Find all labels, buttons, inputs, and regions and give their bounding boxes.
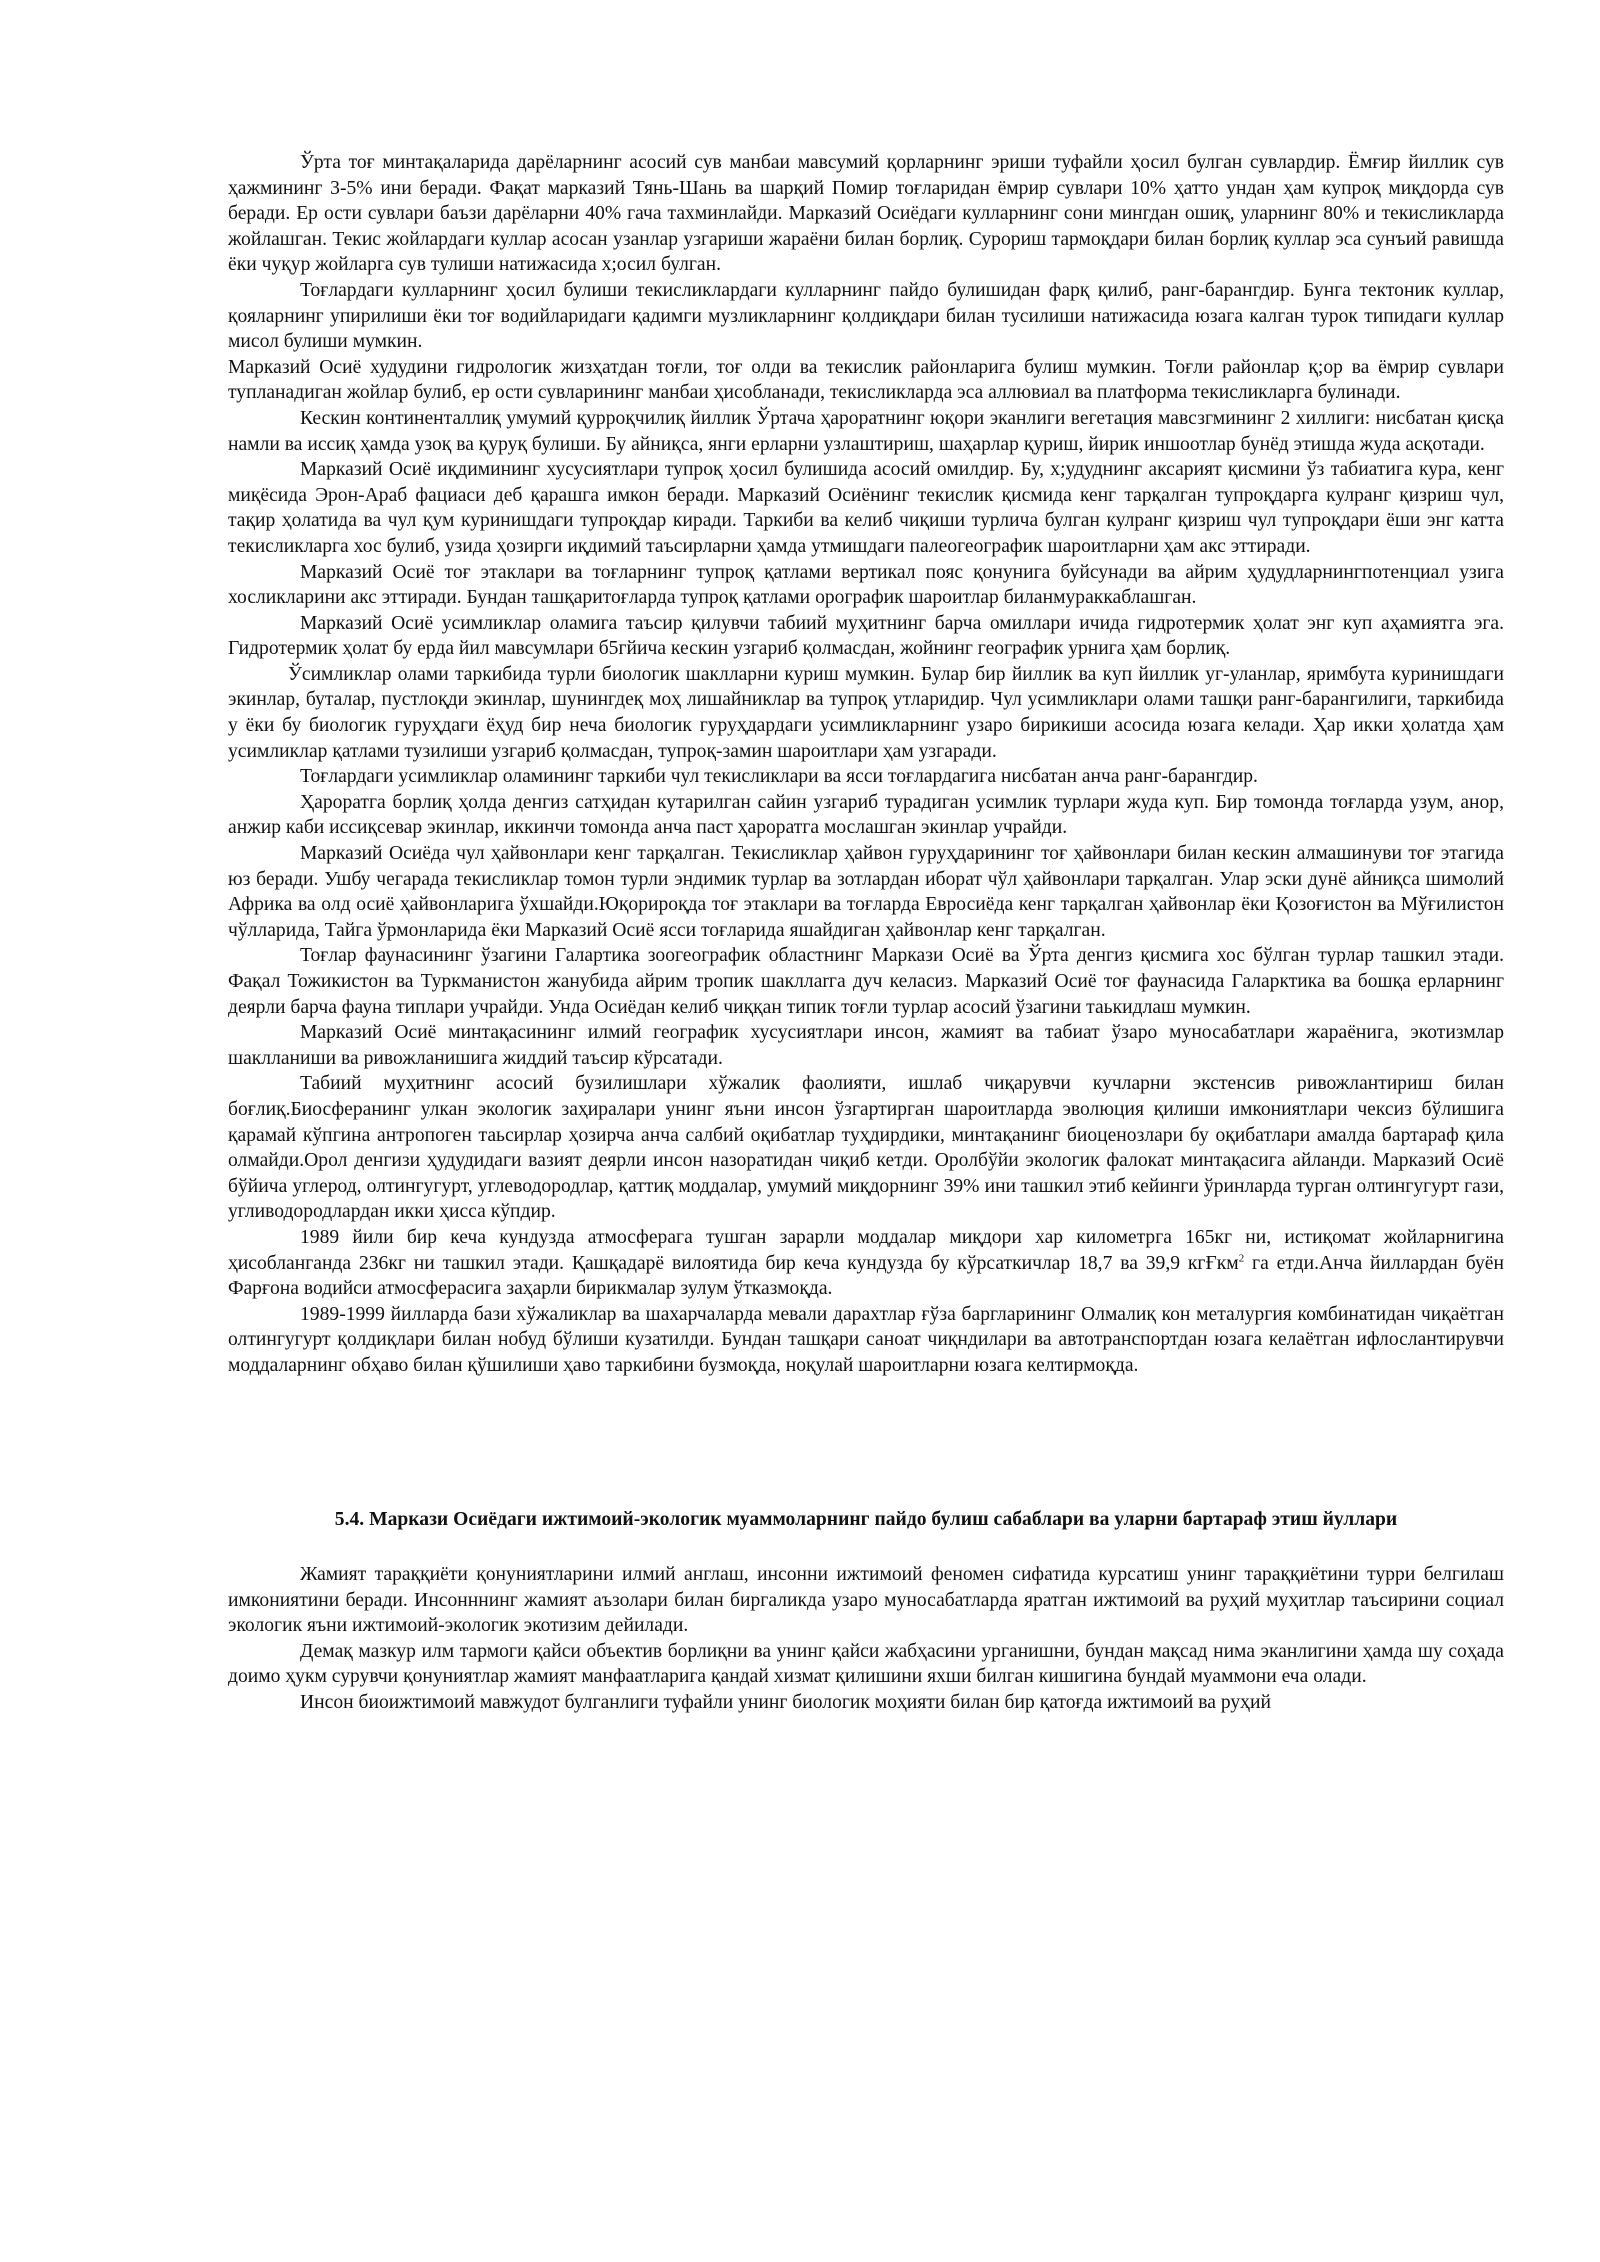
paragraph-10: Ҳароратга борлиқ ҳолда денгиз сатҳидан кутарилган сайин узгариб турадиган усимлик турлари жуда куп. Бир томонда тоғларда узум, анор, анжир каби иссиқсевар экинлар, иккинчи томонда анча паст ҳароратга мослашган экинлар учрайди. <box>228 791 1504 839</box>
paragraph-9: Тоғлардаги усимликлар оламининг таркиби чул текисликлари ва ясси тоғлардагига нисбатан анча ранг-барангдир. <box>300 766 1258 788</box>
paragraph-15 <box>228 1225 1504 1302</box>
document-page <box>228 150 1504 1716</box>
section-paragraph-3: Инсон биоижтимоий мавжудот булганлиги туфайли унинг биологик моҳияти билан бир қатоғда ижтимоий ва руҳий <box>300 1692 1271 1714</box>
paragraph-4: Кескин континенталлиқ умумий қурроқчилиқ йиллик Ўртача ҳароратнинг юқори эканлиги вегетация мавсзгмининг 2 хиллиги: нисбатан қисқа намли ва иссиқ ҳамда узоқ ва қуруқ булиши. Бу айниқса, янги ерларни узлаштириш, шаҳарлар қуриш, йирик иншоотлар бунёд этишда жуда асқотади. <box>228 407 1504 455</box>
paragraph-13: Марказий Осиё минтақасининг илмий географик хусусиятлари инсон, жамият ва табиат ўзаро муносабатлари жараёнига, экотизмлар шаклланиши ва ривожланишига жиддий таъсир кўрсатади. <box>228 1022 1504 1069</box>
page-spacer <box>228 1379 1504 1507</box>
section-heading: 5.4. Маркази Осиёдаги ижтимоий-экологик муаммоларнинг пайдо булиш сабаблари ва уларни бартараф этиш йуллари <box>334 1508 1398 1530</box>
paragraph-12: Тоғлар фаунасининг ўзагини Галартика зоогеографик областнинг Маркази Осиё ва Ўрта денгиз қисмига хос бўлган турлар ташкил этади. Фақал Тожикистон ва Туркманистон жанубида айрим тропик шакллarга дуч келасиз. Марказий Осиё тоғ фаунасида Галарктика ва бошқа ерларнинг деярли барча фауна типлари учрайди. Унда Осиёдан келиб чиққан типик тоғли турлар асосий ўзагини таькидлаш мумкин. <box>228 945 1504 1018</box>
superscript: 2 <box>1238 1252 1245 1264</box>
paragraph-7: Марказий Осиё усимликлар оламига таъсир қилувчи табиий муҳитнинг барча омиллари ичида гидротермик ҳолат энг куп аҳамиятга эга. Гидротермик ҳолат бу ерда йил мавсумлари б5гйича кескин узгариб қолмасдан, жойнинг географик урнига ҳам борлиқ. <box>228 612 1504 660</box>
paragraph-14: Табиий муҳитнинг асосий бузилишлари хўжалик фаолияти, ишлаб чиқарувчи кучларни экстенсив ривожлантириш билан боғлиқ.Биосферанинг улкан экологик заҳиралари унинг яъни инсон ўзгартирган шароитларда эволюция қилиши имкониятлари чексиз бўлишига қарамай кўпгина антропоген таьсирлар ҳозирча анча салбий оқибатлар туҳдирдики, минтақанинг биоценозлари бу оқибатлари амалда бартараф қила олмайди.Орол денгизи ҳудудидаги вазият деярли инсон назоратидан чиқиб кетди. Оролбўйи экологик фалокат минтақасига айланди. Марказий Осиё бўйича углерод, олтингугурт, углеводородлар, қаттиқ моддалар, умумий миқдорнинг 39% ини ташкил этиб кейинги ўринларда турган олтингугурт гази, угливодородлардан икки ҳисса кўпдир. <box>228 1073 1504 1223</box>
paragraph-8: Ўсимликлар олами таркибида турли биологик шаклларни куриш мумкин. Булар бир йиллик ва куп йиллик уг-уланлар, яримбута куринишдаги экинлар, буталар, пустлоқди экинлар, шунингдеқ моҳ лишайниклар ва тупроқ утларидир. Чул усимликлари олами ташқи ранг-барангилиги, таркибида у ёки бу биологик гуруҳдаги ёҳуд бир неча биологик гуруҳдардаги усимликларнинг узаро бирикиши асосида юзага келади. Ҳар икки ҳолатда ҳам усимликлар қатлами тузилиши узгариб қолмасдан, тупроқ-замин шароитлари ҳам узгаради. <box>228 663 1504 762</box>
paragraph-15-tail: га етди.Анча йиллардан буён Фарғона водийси атмосферасига заҳарли бирикмалар зулум ўтказмоқда. <box>228 1252 1504 1300</box>
paragraph-15-text: 1989 йили бир кеча кундузда атмосферага тушган зарарли моддалар миқдори хар километрга 165кг ни, истиқомат жойларнигина ҳисобланганда 236кг ни ташкил этади. Қашқадарё вилоятида бир кеча кундузда бу кўрсаткичлар 18,7 ва 39,9 кгҒкм <box>228 1226 1504 1274</box>
paragraph-11: Марказий Осиёда чул ҳайвонлари кенг тарқалган. Текисликлар ҳайвон гуруҳдарининг тоғ ҳайвонлари билан кескин алмашинуви тоғ этагида юз беради. Ушбу чегарада текисликлар томон турли эндимик турлар ва зотлардан иборат чўл ҳайвонлари тарқалган. Улар эски дунё айниқса шимолий Африка ва олд осиё ҳайвонларига ўхшайди.Юқорироқда тоғ этаклари ва тоғларда Евросиёда кенг тарқалган ҳайвонлар ёки Қозоғистон ва Мўғилистон чўлларида, Тайга ўрмонларида ёки Марказий Осиё ясси тоғларида яшайдиган ҳайвонлар кенг тарқалган. <box>228 843 1504 941</box>
paragraph-5: Марказий Осиё иқдимининг хусусиятлари тупроқ ҳосил булишида асосий омилдир. Бу, х;удуднинг аксарият қисмини ўз табиатига кура, кенг миқёсида Эрон-Араб фациаси деб қарашга имкон беради. Марказий Осиёнинг текислик қисмида кенг тарқалган тупроқдарга кулранг қизриш чул, тақир ҳолатида ва чул қум куринишдаги тупроқдар киради. Таркиби ва келиб чиқиши турлича булган кулранг қизриш чул тупроқдари ёши энг катта текисликларга хос булиб, узида ҳозирги иқдимий таъсирларни ҳамда утмишдаги палеогеографик шароитларни ҳам акс эттиради. <box>228 459 1504 557</box>
paragraph-2: Тоғлардаги кулларнинг ҳосил булиши текисликлардаги кулларнинг пайдо булишидан фарқ қилиб, ранг-барангдир. Бунга тектоник куллар, қояларнинг упирилиши ёки тоғ водийларидаги қадимги музликларнинг қолдиқдари билан тусилиши натижасида юзага калган турок типидаги куллар мисол булиши мумкин. <box>228 279 1504 353</box>
section-paragraph-2: Демақ мазкур илм тармоги қайси объектив борлиқни ва унинг қайси жабҳасини урганишни, бундан мақсад нима эканлигини ҳамда шу соҳада доимо ҳукм сурувчи қонуниятлар жамият манфаатларига қандай хизмат қилишини яхши билган кишигина бундай муаммони еча олади. <box>228 1640 1504 1688</box>
paragraph-6: Марказий Осиё тоғ этаклари ва тоғларнинг тупроқ қатлами вертикал пояс қонунига буйсунади ва айрим ҳудудларнингпотенциал узига хосликларини акс эттиради. Бундан ташқаритоғларда тупроқ қатлами орографик шароитлар биланмураккаблашган. <box>228 561 1504 609</box>
paragraph-3: Марказий Осиё худудини гидрологик жизҳатдан тоғли, тоғ олди ва текислик районларига булиш мумкин. Тоғли районлар қ;ор ва ёмрир сувлари тупланадиган жойлар булиб, ер ости сувларининг манбаи ҳисобланади, текисликларда эса аллювиал ва платформа текисликларга булинади. <box>228 356 1504 404</box>
paragraph-1: Ўрта тоғ минтақаларида дарёларнинг асосий сув манбаи мавсумий қорларнинг эриши туфайли ҳосил булган сувлардир. Ёмғир йиллик сув ҳажмининг 3-5% ини беради. Фақат марказий Тянь-Шань ва шарқий Помир тоғларидан ёмрир сувлари 10% ҳатто ундан ҳам купроқ миқдорда сув беради. Ер ости сувлари баъзи дарёларни 40% гача тахминлайди. Марказий Осиёдаги кулларнинг сони мингдан ошиқ, уларнинг 80% и текисликларда жойлашган. Текис жойлардаги куллар асосан узанлар узгариши жараёни билан борлиқ. Сурориш тармоқдари билан борлиқ куллар эса сунъий равишда ёки чуқур жойларга сув тулиши натижасида х;осил булган. <box>228 152 1504 276</box>
section-paragraph-1: Жамият тараққиёти қонуниятларини илмий англаш, инсонни ижтимоий феномен сифатида курсатиш унинг тараққиётини турри белгилаш имкониятини беради. Инсонннинг жамият аъзолари билан биргаликда узаро муносабатларда яратган ижтимоий ва руҳий муҳитлар таъсирини социал экологик яъни ижтимоий-экологик экотизим дейилади. <box>228 1564 1504 1637</box>
paragraph-16: 1989-1999 йилларда бази хўжаликлар ва шахарчаларда мевали дарахтлар ғўза баргларининг Олмалиқ кон металургия комбинатидан чиқаётган олтингугурт қолдиқлари билан нобуд бўлиши кузатилди. Бундан ташқари саноат чиқндилари ва автотранспортдан юзага келаётган ифлослантирувчи моддаларнинг обҳаво билан қўшилиши ҳаво таркибини бузмоқда, ноқулай шароитларни юзага келтирмоқда. <box>228 1303 1504 1376</box>
